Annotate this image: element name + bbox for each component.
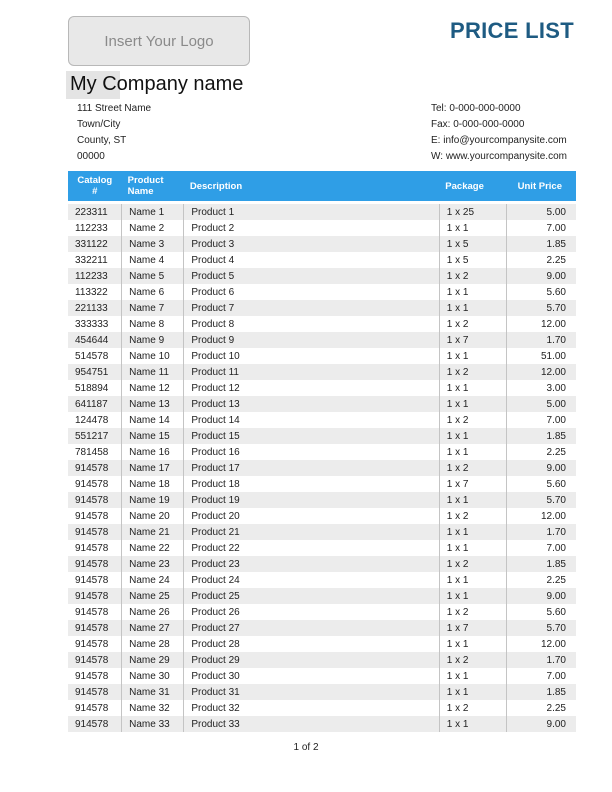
header-description: Description — [184, 171, 439, 201]
cell-product-name: Name 30 — [122, 668, 184, 684]
cell-catalog: 914578 — [68, 524, 122, 540]
cell-description: Product 32 — [184, 700, 439, 716]
cell-package: 1 x 1 — [439, 396, 506, 412]
company-name: My Company name — [70, 73, 244, 95]
company-contact — [431, 101, 567, 165]
cell-unit-price: 3.00 — [507, 380, 577, 396]
cell-product-name: Name 27 — [122, 620, 184, 636]
cell-catalog: 914578 — [68, 556, 122, 572]
header-product-name: Product Name — [122, 171, 184, 201]
cell-package: 1 x 1 — [439, 284, 506, 300]
cell-package: 1 x 7 — [439, 620, 506, 636]
cell-description: Product 4 — [184, 252, 439, 268]
cell-unit-price: 5.00 — [507, 204, 577, 220]
cell-description: Product 31 — [184, 684, 439, 700]
address-line-postcode: 00000 — [77, 151, 105, 162]
table-row — [68, 508, 576, 524]
table-row — [68, 348, 576, 364]
cell-description: Product 1 — [184, 204, 439, 220]
cell-description: Product 18 — [184, 476, 439, 492]
contact-email: E: info@yourcompanysite.com — [431, 135, 567, 146]
table-row — [68, 252, 576, 268]
table-row — [68, 668, 576, 684]
cell-description: Product 24 — [184, 572, 439, 588]
contact-web: W: www.yourcompanysite.com — [431, 151, 567, 162]
cell-package: 1 x 1 — [439, 588, 506, 604]
table-row — [68, 716, 576, 732]
cell-product-name: Name 33 — [122, 716, 184, 732]
table-row — [68, 524, 576, 540]
cell-description: Product 14 — [184, 412, 439, 428]
cell-unit-price: 5.60 — [507, 284, 577, 300]
cell-unit-price: 5.70 — [507, 492, 577, 508]
page-number: 1 of 2 — [293, 742, 319, 753]
cell-product-name: Name 26 — [122, 604, 184, 620]
cell-unit-price: 12.00 — [507, 636, 577, 652]
cell-product-name: Name 5 — [122, 268, 184, 284]
table-row — [68, 572, 576, 588]
cell-unit-price: 1.70 — [507, 652, 577, 668]
cell-unit-price: 1.85 — [507, 236, 577, 252]
table-row — [68, 460, 576, 476]
cell-package: 1 x 2 — [439, 604, 506, 620]
contact-tel: Tel: 0-000-000-0000 — [431, 103, 521, 114]
cell-unit-price: 12.00 — [507, 508, 577, 524]
cell-catalog: 914578 — [68, 636, 122, 652]
cell-product-name: Name 6 — [122, 284, 184, 300]
cell-package: 1 x 1 — [439, 300, 506, 316]
cell-description: Product 23 — [184, 556, 439, 572]
cell-product-name: Name 22 — [122, 540, 184, 556]
cell-catalog: 914578 — [68, 620, 122, 636]
table-row — [68, 332, 576, 348]
cell-product-name: Name 13 — [122, 396, 184, 412]
cell-package: 1 x 2 — [439, 460, 506, 476]
cell-description: Product 7 — [184, 300, 439, 316]
cell-product-name: Name 9 — [122, 332, 184, 348]
cell-catalog: 954751 — [68, 364, 122, 380]
cell-package: 1 x 7 — [439, 332, 506, 348]
cell-description: Product 3 — [184, 236, 439, 252]
cell-unit-price: 1.85 — [507, 428, 577, 444]
cell-catalog: 223311 — [68, 204, 122, 220]
table-header-row — [68, 171, 576, 201]
table-row — [68, 412, 576, 428]
cell-product-name: Name 3 — [122, 236, 184, 252]
cell-package: 1 x 1 — [439, 572, 506, 588]
cell-product-name: Name 23 — [122, 556, 184, 572]
cell-package: 1 x 1 — [439, 380, 506, 396]
cell-catalog: 914578 — [68, 540, 122, 556]
table-row — [68, 620, 576, 636]
cell-product-name: Name 1 — [122, 204, 184, 220]
cell-unit-price: 9.00 — [507, 268, 577, 284]
cell-catalog: 914578 — [68, 460, 122, 476]
cell-package: 1 x 1 — [439, 220, 506, 236]
address-line-county: County, ST — [77, 135, 127, 146]
cell-unit-price: 7.00 — [507, 412, 577, 428]
cell-unit-price: 1.70 — [507, 524, 577, 540]
cell-package: 1 x 1 — [439, 716, 506, 732]
cell-product-name: Name 17 — [122, 460, 184, 476]
table-row — [68, 652, 576, 668]
table-row — [68, 316, 576, 332]
cell-product-name: Name 11 — [122, 364, 184, 380]
cell-description: Product 9 — [184, 332, 439, 348]
cell-description: Product 26 — [184, 604, 439, 620]
cell-description: Product 33 — [184, 716, 439, 732]
cell-product-name: Name 25 — [122, 588, 184, 604]
table-row — [68, 364, 576, 380]
cell-description: Product 13 — [184, 396, 439, 412]
cell-description: Product 6 — [184, 284, 439, 300]
cell-product-name: Name 12 — [122, 380, 184, 396]
cell-package: 1 x 2 — [439, 364, 506, 380]
cell-package: 1 x 5 — [439, 236, 506, 252]
cell-description: Product 28 — [184, 636, 439, 652]
cell-product-name: Name 4 — [122, 252, 184, 268]
cell-unit-price: 9.00 — [507, 716, 577, 732]
contact-fax: Fax: 0-000-000-0000 — [431, 119, 525, 130]
cell-catalog: 914578 — [68, 572, 122, 588]
cell-package: 1 x 2 — [439, 556, 506, 572]
cell-catalog: 332211 — [68, 252, 122, 268]
table-row — [68, 636, 576, 652]
cell-unit-price: 9.00 — [507, 460, 577, 476]
cell-catalog: 124478 — [68, 412, 122, 428]
cell-product-name: Name 7 — [122, 300, 184, 316]
cell-unit-price: 7.00 — [507, 220, 577, 236]
cell-package: 1 x 1 — [439, 492, 506, 508]
cell-unit-price: 2.25 — [507, 700, 577, 716]
table-row — [68, 700, 576, 716]
cell-product-name: Name 15 — [122, 428, 184, 444]
cell-unit-price: 2.25 — [507, 572, 577, 588]
cell-catalog: 914578 — [68, 508, 122, 524]
cell-package: 1 x 1 — [439, 524, 506, 540]
table-row — [68, 380, 576, 396]
cell-unit-price: 51.00 — [507, 348, 577, 364]
table-row — [68, 268, 576, 284]
table-row — [68, 556, 576, 572]
company-address — [77, 101, 151, 165]
table-row — [68, 220, 576, 236]
cell-package: 1 x 2 — [439, 316, 506, 332]
cell-unit-price: 12.00 — [507, 364, 577, 380]
cell-catalog: 914578 — [68, 492, 122, 508]
cell-product-name: Name 20 — [122, 508, 184, 524]
cell-product-name: Name 32 — [122, 700, 184, 716]
cell-unit-price: 9.00 — [507, 588, 577, 604]
cell-unit-price: 1.85 — [507, 684, 577, 700]
cell-catalog: 333333 — [68, 316, 122, 332]
cell-catalog: 914578 — [68, 476, 122, 492]
table-row — [68, 300, 576, 316]
cell-unit-price: 2.25 — [507, 252, 577, 268]
cell-package: 1 x 1 — [439, 684, 506, 700]
cell-description: Product 2 — [184, 220, 439, 236]
cell-unit-price: 2.25 — [507, 444, 577, 460]
cell-catalog: 914578 — [68, 700, 122, 716]
cell-package: 1 x 1 — [439, 348, 506, 364]
cell-catalog: 914578 — [68, 604, 122, 620]
cell-unit-price: 12.00 — [507, 316, 577, 332]
table-row — [68, 684, 576, 700]
cell-unit-price: 5.00 — [507, 396, 577, 412]
cell-product-name: Name 24 — [122, 572, 184, 588]
cell-catalog: 112233 — [68, 220, 122, 236]
cell-product-name: Name 19 — [122, 492, 184, 508]
cell-package: 1 x 2 — [439, 268, 506, 284]
cell-unit-price: 1.85 — [507, 556, 577, 572]
cell-unit-price: 5.60 — [507, 476, 577, 492]
cell-catalog: 518894 — [68, 380, 122, 396]
cell-unit-price: 7.00 — [507, 540, 577, 556]
cell-product-name: Name 2 — [122, 220, 184, 236]
cell-catalog: 781458 — [68, 444, 122, 460]
cell-package: 1 x 1 — [439, 668, 506, 684]
cell-description: Product 15 — [184, 428, 439, 444]
cell-product-name: Name 29 — [122, 652, 184, 668]
cell-unit-price: 1.70 — [507, 332, 577, 348]
cell-description: Product 19 — [184, 492, 439, 508]
cell-catalog: 914578 — [68, 716, 122, 732]
table-row — [68, 604, 576, 620]
address-line-town: Town/City — [77, 119, 121, 130]
cell-package: 1 x 2 — [439, 412, 506, 428]
table-row — [68, 284, 576, 300]
cell-description: Product 12 — [184, 380, 439, 396]
address-line-street: 111 Street Name — [77, 103, 152, 114]
cell-description: Product 11 — [184, 364, 439, 380]
logo-placeholder: Insert Your Logo — [68, 16, 250, 66]
cell-description: Product 10 — [184, 348, 439, 364]
cell-product-name: Name 28 — [122, 636, 184, 652]
price-table — [68, 171, 576, 732]
header-unit-price: Unit Price — [507, 171, 577, 201]
cell-product-name: Name 14 — [122, 412, 184, 428]
cell-unit-price: 7.00 — [507, 668, 577, 684]
cell-catalog: 221133 — [68, 300, 122, 316]
cell-package: 1 x 1 — [439, 540, 506, 556]
cell-catalog: 454644 — [68, 332, 122, 348]
cell-catalog: 112233 — [68, 268, 122, 284]
table-row — [68, 428, 576, 444]
cell-unit-price: 5.70 — [507, 300, 577, 316]
cell-package: 1 x 25 — [439, 204, 506, 220]
cell-unit-price: 5.60 — [507, 604, 577, 620]
table-row — [68, 540, 576, 556]
table-row — [68, 396, 576, 412]
cell-unit-price: 5.70 — [507, 620, 577, 636]
cell-description: Product 27 — [184, 620, 439, 636]
cell-catalog: 113322 — [68, 284, 122, 300]
cell-description: Product 25 — [184, 588, 439, 604]
cell-package: 1 x 2 — [439, 700, 506, 716]
cell-product-name: Name 31 — [122, 684, 184, 700]
table-row — [68, 476, 576, 492]
table-row — [68, 204, 576, 220]
cell-description: Product 17 — [184, 460, 439, 476]
cell-package: 1 x 2 — [439, 508, 506, 524]
cell-package: 1 x 2 — [439, 652, 506, 668]
page-title: PRICE LIST — [449, 18, 574, 43]
cell-product-name: Name 16 — [122, 444, 184, 460]
cell-description: Product 29 — [184, 652, 439, 668]
cell-description: Product 8 — [184, 316, 439, 332]
cell-catalog: 514578 — [68, 348, 122, 364]
table-row — [68, 588, 576, 604]
cell-catalog: 914578 — [68, 684, 122, 700]
cell-product-name: Name 21 — [122, 524, 184, 540]
cell-catalog: 641187 — [68, 396, 122, 412]
cell-package: 1 x 7 — [439, 476, 506, 492]
table-row — [68, 492, 576, 508]
cell-product-name: Name 18 — [122, 476, 184, 492]
table-row — [68, 444, 576, 460]
cell-package: 1 x 1 — [439, 444, 506, 460]
cell-catalog: 551217 — [68, 428, 122, 444]
header-catalog: Catalog # — [68, 171, 122, 201]
cell-description: Product 20 — [184, 508, 439, 524]
cell-description: Product 16 — [184, 444, 439, 460]
cell-description: Product 21 — [184, 524, 439, 540]
cell-catalog: 914578 — [68, 588, 122, 604]
cell-product-name: Name 10 — [122, 348, 184, 364]
cell-description: Product 30 — [184, 668, 439, 684]
cell-description: Product 22 — [184, 540, 439, 556]
cell-description: Product 5 — [184, 268, 439, 284]
cell-package: 1 x 1 — [439, 428, 506, 444]
cell-package: 1 x 1 — [439, 636, 506, 652]
cell-product-name: Name 8 — [122, 316, 184, 332]
header-package: Package — [439, 171, 506, 201]
cell-catalog: 914578 — [68, 668, 122, 684]
cell-catalog: 331122 — [68, 236, 122, 252]
table-row — [68, 236, 576, 252]
cell-catalog: 914578 — [68, 652, 122, 668]
cell-package: 1 x 5 — [439, 252, 506, 268]
